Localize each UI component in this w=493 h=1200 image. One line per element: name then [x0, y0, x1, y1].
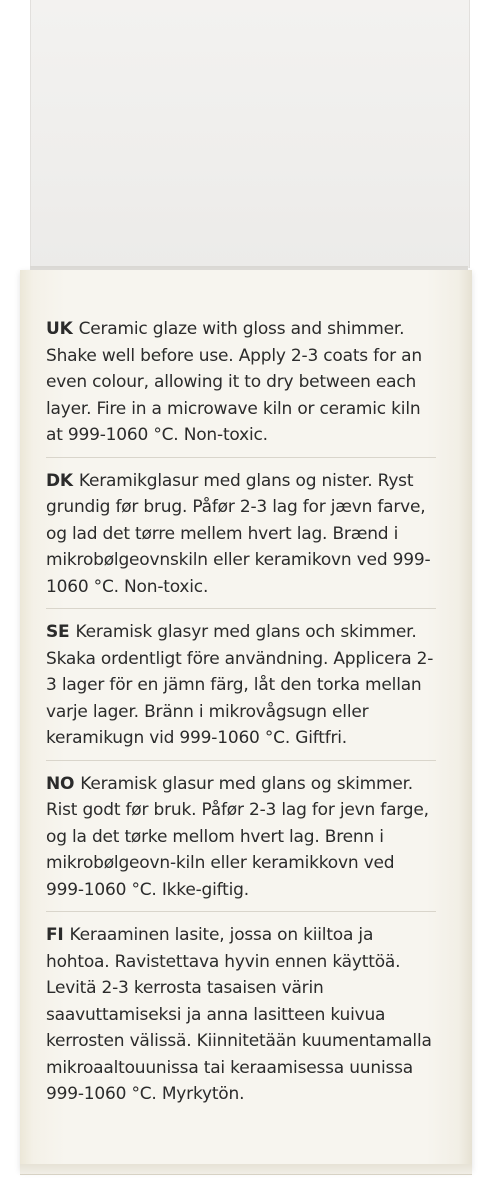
language-code-se: SE	[46, 622, 70, 642]
section-no	[46, 771, 436, 913]
instructions-dk: Keramikglasur med glans og nister. Ryst grundig før brug. Påfør 2-3 lag for jævn farve, og lad det tørre mellem hvert lag. Brænd i mikrobølgeovnskiln eller keramikovn ved 999-1060 °C. Non-toxic.	[46, 470, 431, 597]
section-dk	[46, 468, 436, 610]
box-bottom-edge	[20, 1164, 472, 1175]
section-fi	[46, 922, 436, 1116]
instructions-fi: Keraaminen lasite, jossa on kiiltoa ja hohtoa. Ravistettava hyvin ennen käyttöä. Levitä 2-3 kerrosta tasaisen värin saavuttamiseksi ja anna lasitteen kuivua kerrosten välissä. Kiinnitetään kuumentamalla mikroaaltouunissa tai keraamisessa uunissa 999-1060 °C. Myrkytön.	[46, 925, 432, 1104]
language-code-dk: DK	[46, 470, 73, 491]
instructions-text-block	[46, 316, 436, 1126]
instructions-no: Keramisk glasur med glans og skimmer. Rist godt før bruk. Påfør 2-3 lag for jevn farge, og la det tørke mellom hvert lag. Brenn i mikrobølgeovn-kiln eller keramikkovn ved 999-1060 °C. Ikke-giftig.	[46, 773, 429, 900]
language-code-fi: FI	[46, 925, 64, 945]
language-code-no: NO	[46, 773, 75, 794]
instructions-uk: Ceramic glaze with gloss and shimmer. Shake well before use. Apply 2-3 coats for an even colour, allowing it to dry between each layer. Fire in a microwave kiln or ceramic kiln at 999-1060 °C. Non-toxic.	[46, 319, 422, 445]
section-uk	[46, 316, 436, 458]
language-code-uk: UK	[46, 319, 73, 339]
instructions-se: Keramisk glasyr med glans och skimmer. Skaka ordentligt före användning. Applicera 2-3 lager för en jämn färg, låt den torka mellan varje lager. Bränn i mikrovågsugn eller keramikugn vid 999-1060 °C. Giftfri.	[46, 622, 434, 748]
box-top-flap	[30, 0, 470, 268]
section-se	[46, 619, 436, 761]
